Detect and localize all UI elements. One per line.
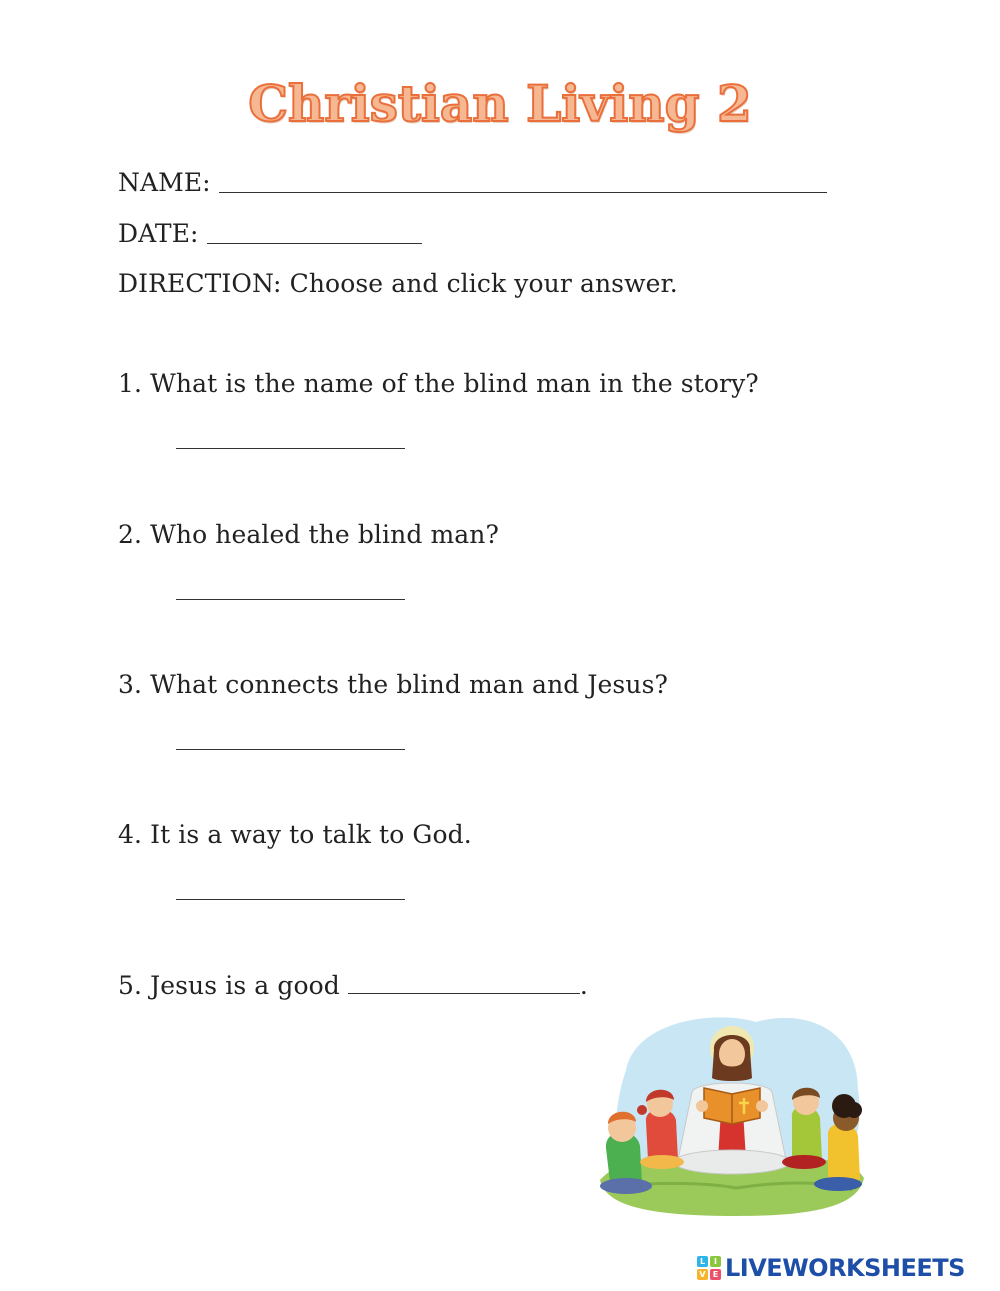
answer-4-field[interactable] bbox=[176, 899, 405, 900]
liveworksheets-wordmark: LIVEWORKSHEETS bbox=[725, 1254, 965, 1282]
liveworksheets-logo-icon: L I V E bbox=[697, 1256, 721, 1280]
worksheet-title: Christian Living 2 bbox=[248, 74, 752, 133]
name-label: NAME: bbox=[118, 168, 211, 197]
answer-5-field[interactable] bbox=[348, 993, 580, 994]
question-2: 2. Who healed the blind man? bbox=[118, 520, 499, 549]
liveworksheets-logo bbox=[697, 1253, 965, 1283]
answer-3-field[interactable] bbox=[176, 749, 405, 750]
question-5 bbox=[118, 971, 588, 1000]
direction-text: DIRECTION: Choose and click your answer. bbox=[118, 269, 678, 298]
date-field[interactable] bbox=[207, 221, 422, 244]
name-row bbox=[118, 168, 827, 197]
answer-1-field[interactable] bbox=[176, 448, 405, 449]
date-label: DATE: bbox=[118, 219, 199, 248]
jesus-with-children-illustration bbox=[596, 1010, 868, 1220]
question-1: 1. What is the name of the blind man in the story? bbox=[118, 369, 759, 398]
date-row bbox=[118, 219, 422, 248]
answer-2-field[interactable] bbox=[176, 599, 405, 600]
name-field[interactable] bbox=[219, 170, 827, 193]
question-3: 3. What connects the blind man and Jesus? bbox=[118, 670, 668, 699]
question-5-text: 5. Jesus is a good bbox=[118, 971, 340, 1000]
question-4: 4. It is a way to talk to God. bbox=[118, 820, 472, 849]
question-5-period: . bbox=[579, 971, 588, 1000]
